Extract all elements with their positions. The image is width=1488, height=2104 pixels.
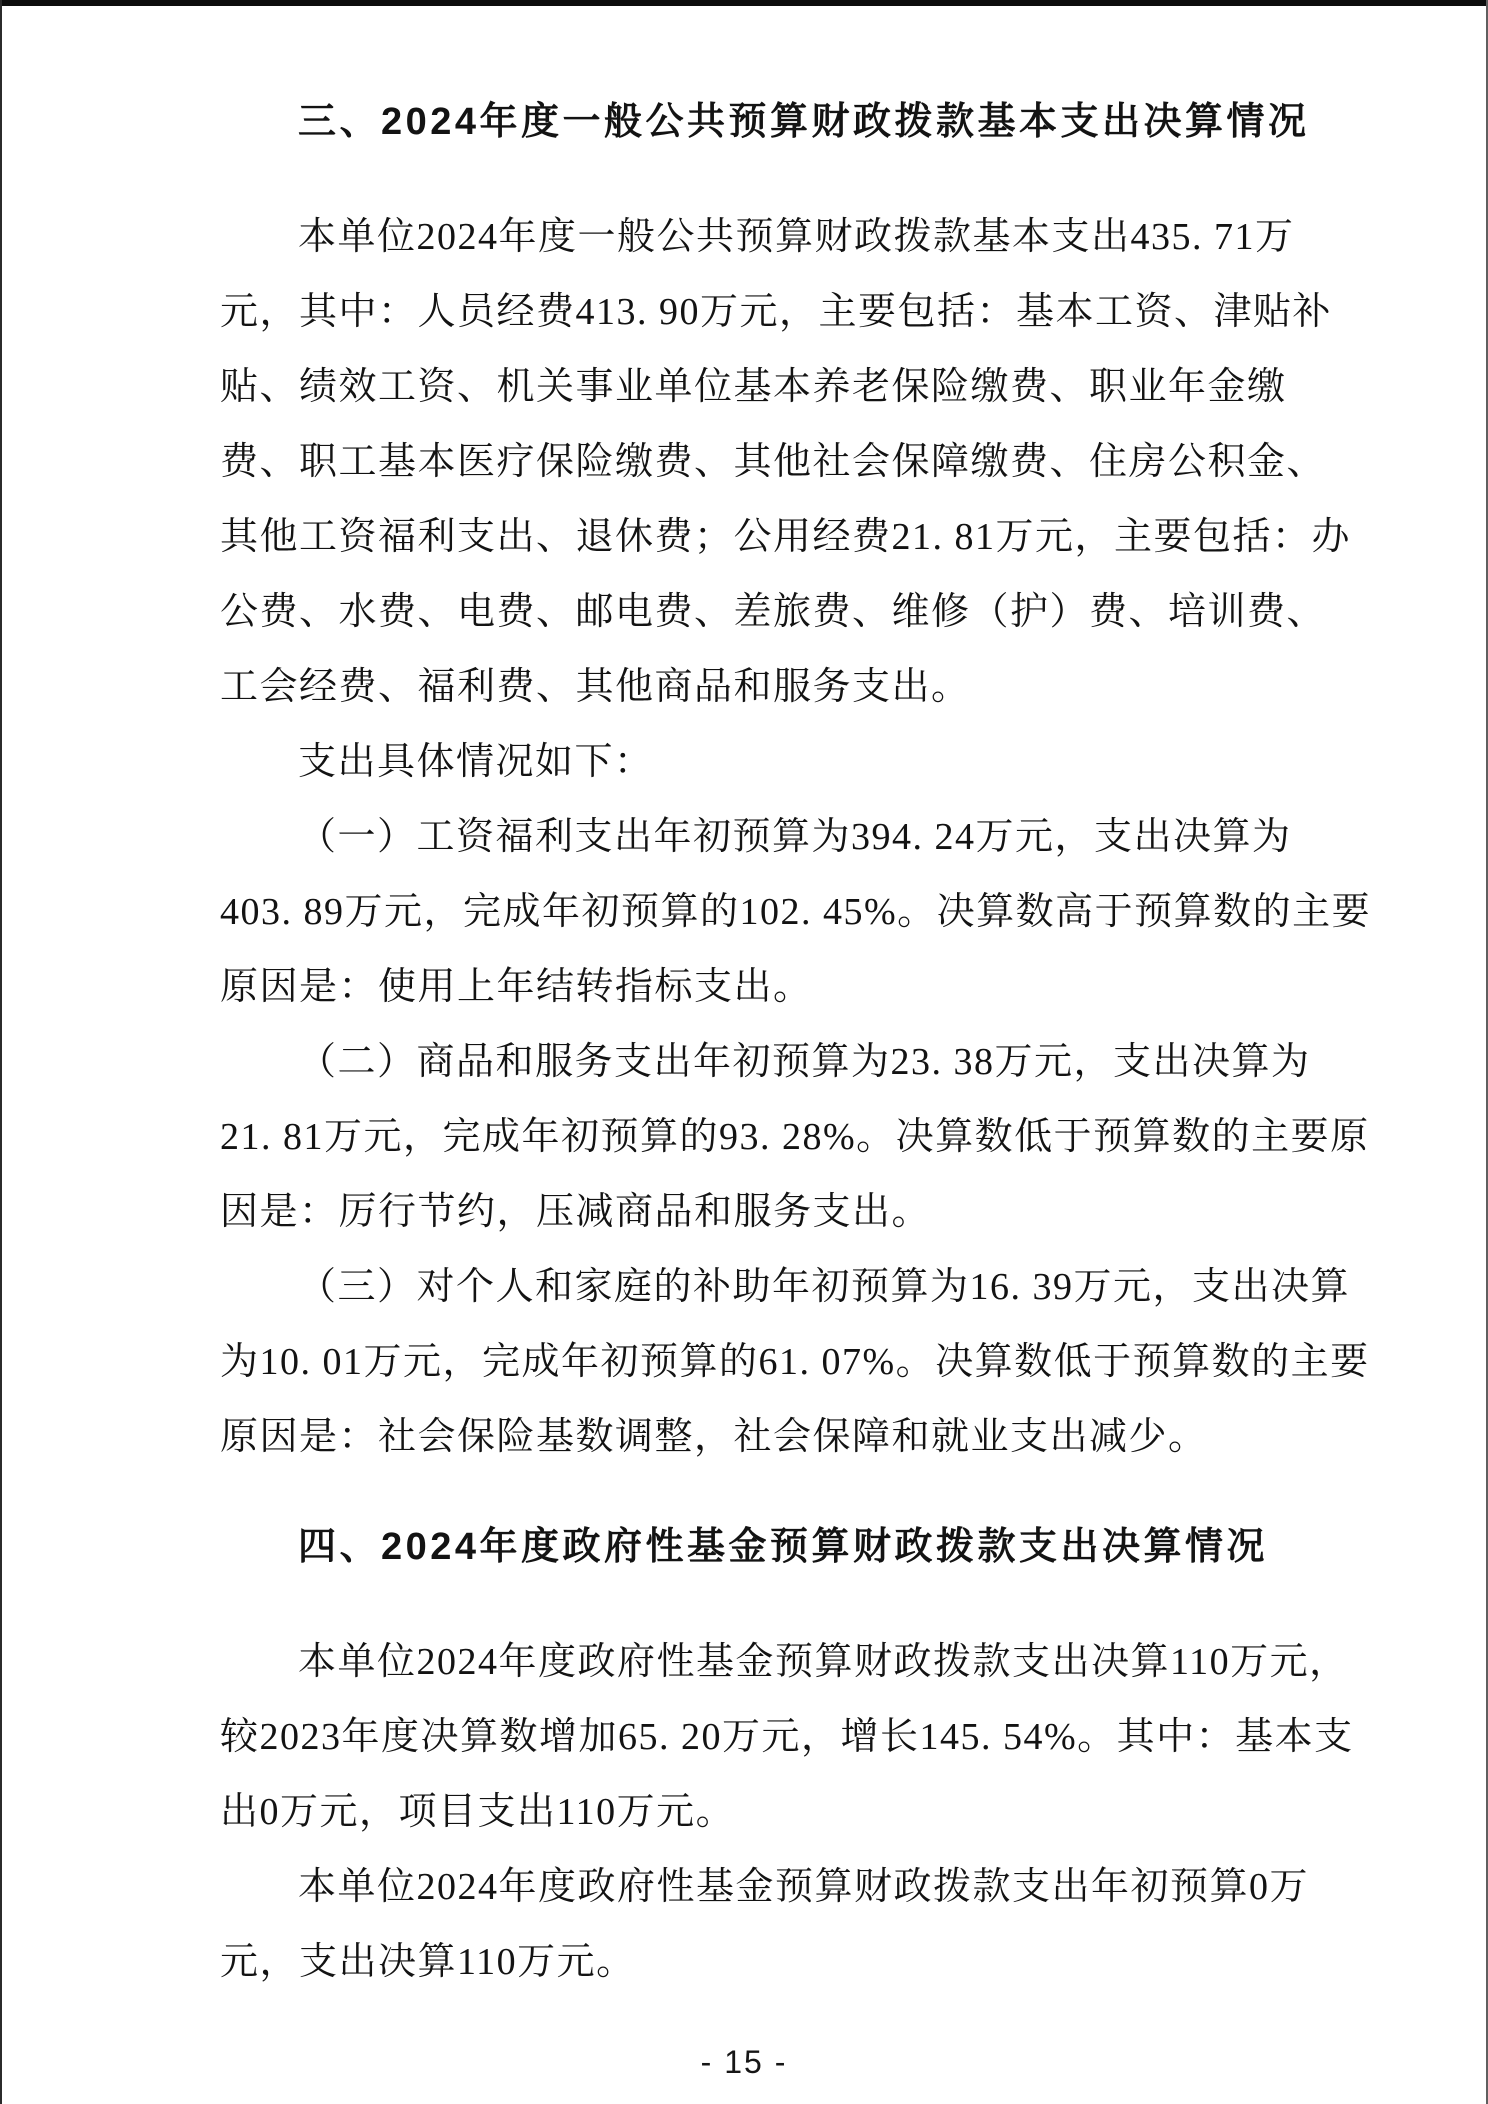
text-line: （一）工资福利支出年初预算为394. 24万元，支出决算为 <box>298 816 1292 858</box>
text-line: 贴、绩效工资、机关事业单位基本养老保险缴费、职业年金缴 <box>220 366 1287 408</box>
text-line: 本单位2024年度一般公共预算财政拨款基本支出435. 71万 <box>298 216 1295 258</box>
text-line: 费、职工基本医疗保险缴费、其他社会保障缴费、住房公积金、 <box>220 441 1327 483</box>
text-line: 本单位2024年度政府性基金预算财政拨款支出年初预算0万 <box>298 1866 1310 1908</box>
text-line: 21. 81万元，完成年初预算的93. 28%。决算数低于预算数的主要原 <box>220 1116 1370 1158</box>
text-line: 为10. 01万元，完成年初预算的61. 07%。决算数低于预算数的主要 <box>220 1341 1370 1383</box>
text-line: 其他工资福利支出、退休费；公用经费21. 81万元，主要包括：办 <box>220 516 1352 558</box>
text-line: 原因是：使用上年结转指标支出。 <box>220 966 813 1008</box>
scan-edge-top <box>0 0 1488 6</box>
text-line: （三）对个人和家庭的补助年初预算为16. 39万元，支出决算 <box>298 1266 1351 1308</box>
text-line: 公费、水费、电费、邮电费、差旅费、维修（护）费、培训费、 <box>220 591 1327 633</box>
text-line: 元，支出决算110万元。 <box>220 1941 636 1983</box>
text-line: 较2023年度决算数增加65. 20万元，增长145. 54%。其中：基本支 <box>220 1716 1354 1758</box>
text-line: 工会经费、福利费、其他商品和服务支出。 <box>220 666 971 708</box>
section-heading-3: 三、2024年度一般公共预算财政拨款基本支出决算情况 <box>298 101 1310 143</box>
text-line: 本单位2024年度政府性基金预算财政拨款支出决算110万元， <box>298 1641 1349 1683</box>
page-number: - 15 - <box>700 2044 788 2080</box>
scan-edge-left <box>0 0 2 2104</box>
text-line: （二）商品和服务支出年初预算为23. 38万元，支出决算为 <box>298 1041 1311 1083</box>
text-line: 支出具体情况如下： <box>298 741 654 783</box>
section-heading-4: 四、2024年度政府性基金预算财政拨款支出决算情况 <box>298 1526 1269 1568</box>
text-line: 出0万元，项目支出110万元。 <box>220 1791 736 1833</box>
text-line: 元，其中：人员经费413. 90万元，主要包括：基本工资、津贴补 <box>220 291 1333 333</box>
text-line: 原因是：社会保险基数调整，社会保障和就业支出减少。 <box>220 1416 1208 1458</box>
text-line: 403. 89万元，完成年初预算的102. 45%。决算数高于预算数的主要 <box>220 891 1372 933</box>
text-line: 因是：厉行节约，压减商品和服务支出。 <box>220 1191 932 1233</box>
